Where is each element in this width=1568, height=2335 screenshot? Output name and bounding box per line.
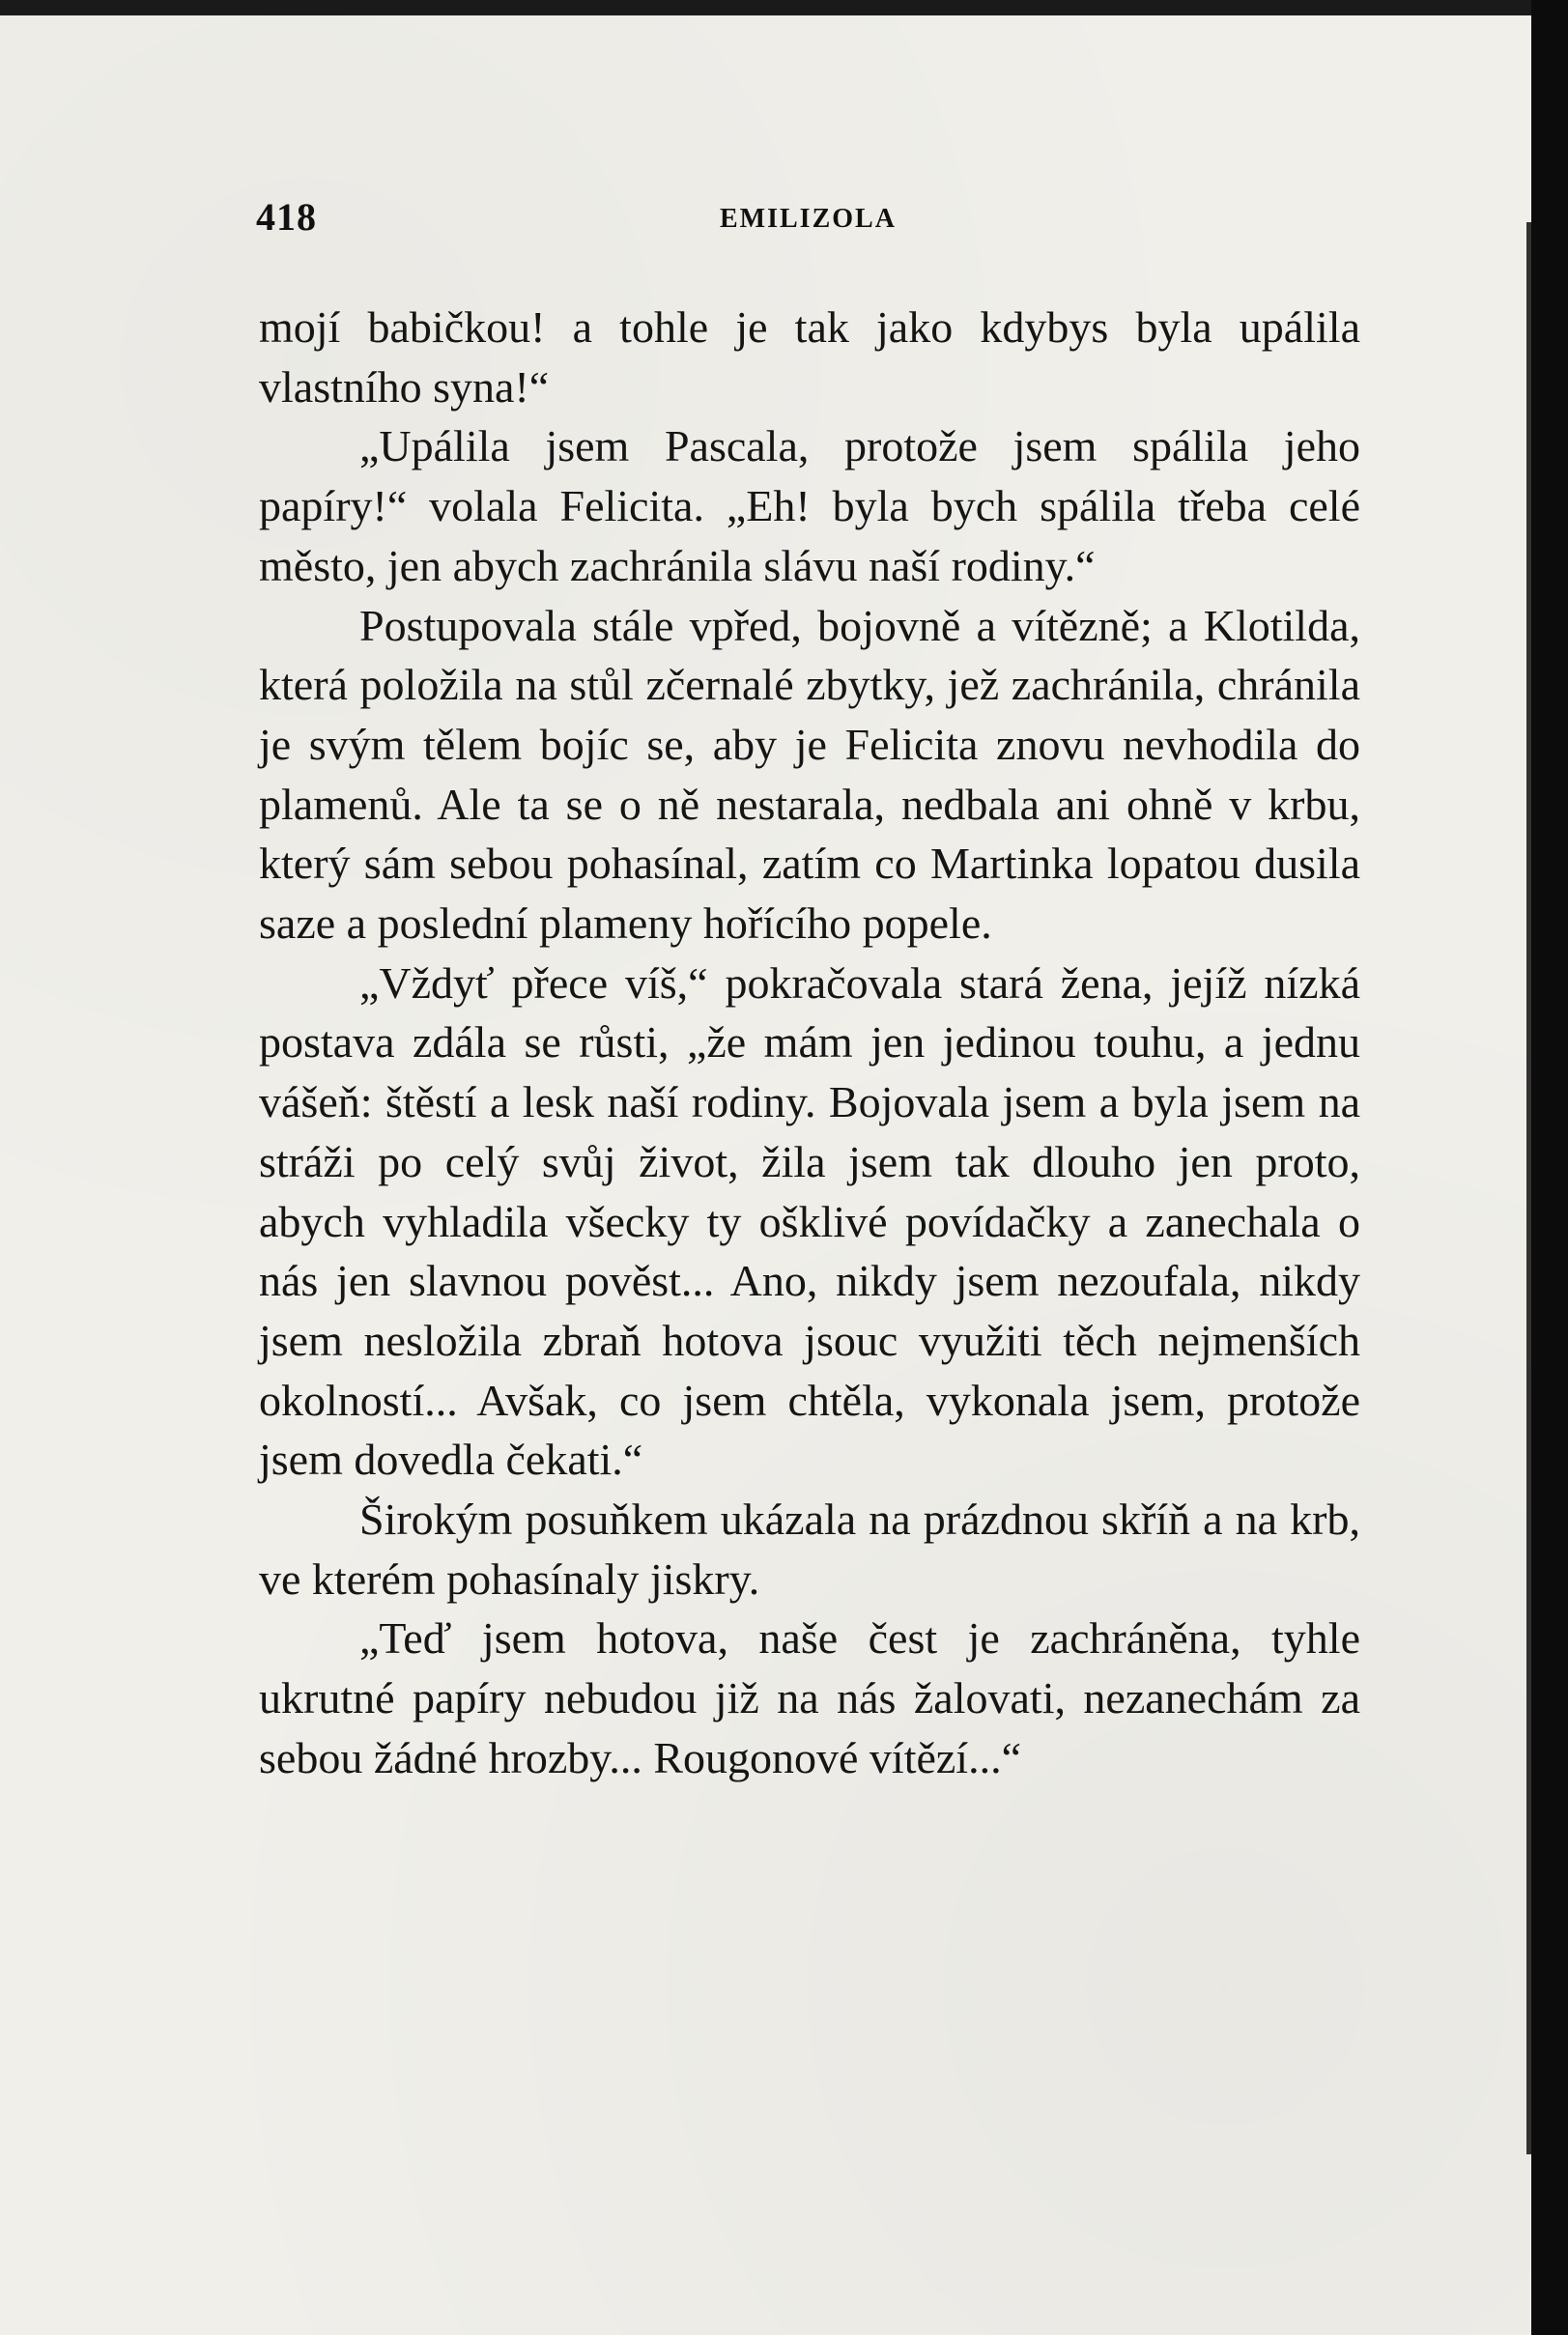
paragraph-3: Postupovala stále vpřed, bojovně a vítězně; a Klotilda, která položila na stůl zčernalé zbytky, jež zachránila, chránila je svým tělem bojíc se, aby je Felicita znovu nevhodila do plamenů. Ale ta se o ně nestarala, nedbala ani ohně v krbu, který sám sebou pohasínal, zatím co Martinka lopatou dusila saze a poslední plameny hořícího popele. [259, 600, 1360, 949]
body-text [259, 298, 1360, 1788]
paragraph-2: „Upálila jsem Pascala, protože jsem spálila jeho papíry!“ volala Felicita. „Eh! byla bych spálila třeba celé město, jen abych zachránila slávu naší rodiny.“ [259, 421, 1360, 590]
paragraph-5: Širokým posuňkem ukázala na prázdnou skříň a na krb, ve kterém pohasínaly jiskry. [259, 1495, 1360, 1604]
page-header [256, 194, 1367, 252]
paragraph-1: mojí babičkou! a tohle je tak jako kdybys byla upálila vlastního syna!“ [259, 302, 1360, 412]
page-number: 418 [256, 195, 317, 239]
running-head: EMILIZOLA [720, 204, 897, 234]
book-page [0, 15, 1531, 2335]
paragraph-6: „Teď jsem hotova, naše čest je zachráněna, tyhle ukrutné papíry nebudou již na nás žalovati, nezanechám za sebou žádné hrozby... Rougonové vítězí...“ [259, 1613, 1360, 1782]
paragraph-4: „Vždyť přece víš,“ pokračovala stará žena, jejíž nízká postava zdála se růsti, „že mám jen jedinou touhu, a jednu vášeň: štěstí a lesk naší rodiny. Bojovala jsem a byla jsem na stráži po celý svůj život, žila jsem tak dlouho jen proto, abych vyhladila všecky ty ošklivé povídačky a zanechala o nás jen slavnou pověst... Ano, nikdy jsem nezoufala, nikdy jsem nesložila zbraň hotova jsouc využiti těch nejmenších okolností... Avšak, co jsem chtěla, vykonala jsem, protože jsem dovedla čekati.“ [259, 957, 1360, 1485]
book-spine-shadow [1531, 0, 1568, 2335]
